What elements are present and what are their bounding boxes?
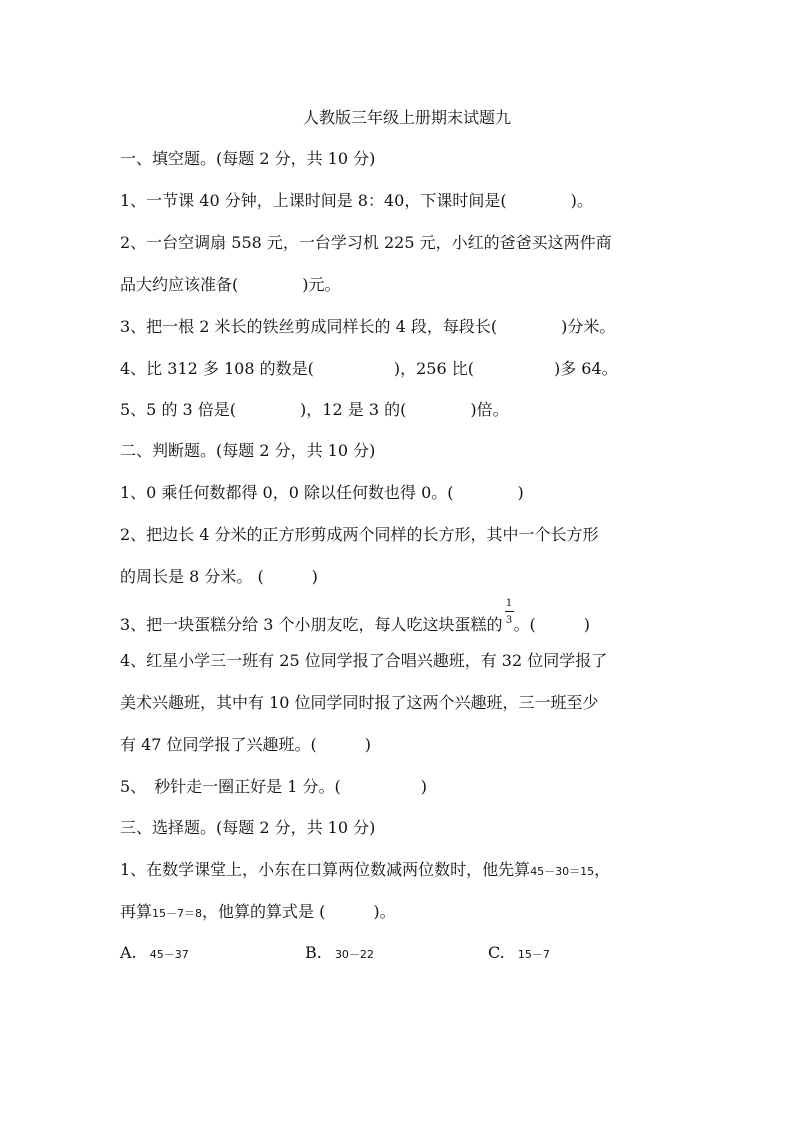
- fraction-bar: [505, 611, 514, 612]
- fill-q2-line1: 2、一台空调扇 558 元，一台学习机 225 元，小红的爸爸买这两件商: [120, 233, 612, 252]
- judge-q3: [120, 598, 591, 635]
- fill-q2-line2: 品大约应该准备( )元。: [120, 275, 341, 294]
- choice-q1-text: 1、在数学课堂上，小东在口算两位数减两位数时，他先算: [120, 860, 531, 879]
- judge-q3-text: 3、把一块蛋糕分给 3 个小朋友吃，每人吃这块蛋糕的: [120, 615, 503, 634]
- fill-q1: 1、一节课 40 分钟，上课时间是 8：40，下课时间是( )。: [120, 191, 593, 210]
- fill-q3: 3、把一根 2 米长的铁丝剪成同样长的 4 段，每段长( )分米。: [120, 317, 616, 336]
- choice-q1-comma: ，: [594, 860, 611, 879]
- judge-q2-line2: 的周长是 8 分米。 ( ): [120, 567, 318, 586]
- judge-q4-line1: 4、红星小学三一班有 25 位同学报了合唱兴趣班，有 32 位同学报了: [120, 651, 608, 670]
- choice-option-a: [120, 943, 189, 965]
- option-b-expr: 30－22: [334, 948, 374, 961]
- choice-option-c: [488, 943, 550, 965]
- option-c-expr: 15－7: [517, 948, 550, 961]
- choice-q1-tail: ，他算的算式是 ( )。: [202, 902, 396, 921]
- fill-q4: 4、比 312 多 108 的数是( )，256 比( )多 64。: [120, 359, 618, 378]
- fraction-one-third: [505, 598, 514, 635]
- fraction-numerator: 1: [505, 598, 513, 609]
- option-a-label: A.: [120, 943, 137, 962]
- section2-heading: 二、判断题。(每题 2 分，共 10 分): [120, 441, 376, 460]
- choice-q1-line1: [120, 860, 610, 882]
- option-c-label: C.: [488, 943, 505, 962]
- choice-option-b: [305, 943, 374, 965]
- fraction-denominator: 3: [505, 615, 513, 626]
- choice-q1-pre: 再算: [120, 902, 153, 921]
- judge-q4-line2: 美术兴趣班，其中有 10 位同学同时报了这两个兴趣班，三一班至少: [120, 693, 599, 712]
- fill-q5: 5、5 的 3 倍是( )，12 是 3 的( )倍。: [120, 400, 509, 419]
- option-b-label: B.: [305, 943, 322, 962]
- judge-q2-line1: 2、把边长 4 分米的正方形剪成两个同样的长方形，其中一个长方形: [120, 525, 599, 544]
- section1-heading: 一、填空题。(每题 2 分，共 10 分): [120, 149, 376, 168]
- judge-q4-line3: 有 47 位同学报了兴趣班。( ): [120, 735, 372, 754]
- choice-q1-expr2: 15－7＝8: [152, 907, 203, 920]
- judge-q3-tail: 。( ): [513, 615, 591, 634]
- judge-q1: 1、0 乘任何数都得 0，0 除以任何数也得 0。( ): [120, 483, 524, 502]
- choice-q1-line2: [120, 902, 396, 924]
- choice-q1-expr1: 45－30＝15: [530, 865, 595, 878]
- option-a-expr: 45－37: [149, 948, 189, 961]
- judge-q5: 5、 秒针走一圈正好是 1 分。( ): [120, 777, 428, 796]
- section3-heading: 三、选择题。(每题 2 分，共 10 分): [120, 818, 376, 837]
- page-title: 人教版三年级上册期末试题九: [302, 108, 511, 127]
